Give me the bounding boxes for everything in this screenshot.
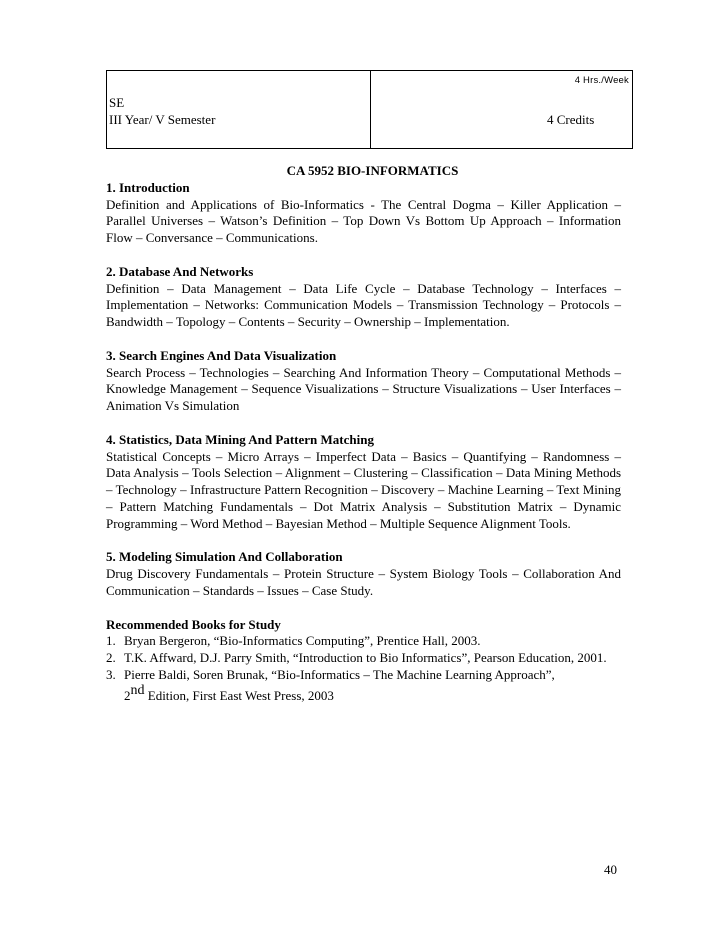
section-body: Search Process – Technologies – Searching And Information Theory – Computational Methods – Knowledge Management – Sequence Visualizations – Structure Visualizations – User Interfaces – Animation Vs Simulation bbox=[106, 364, 621, 414]
syllabus-section bbox=[106, 264, 621, 331]
book-edition bbox=[124, 682, 334, 705]
syllabus-section bbox=[106, 348, 621, 415]
header-right-cell bbox=[370, 71, 632, 149]
book-text: Pierre Baldi, Soren Brunak, “Bio-Informatics – The Machine Learning Approach”, bbox=[124, 666, 555, 682]
year-semester-label: III Year/ V Semester bbox=[109, 112, 216, 127]
section-title: 3. Search Engines And Data Visualization bbox=[106, 347, 337, 363]
edition-ordinal: nd bbox=[130, 682, 145, 698]
edition-number: 2 bbox=[124, 687, 131, 703]
section-title: 2. Database And Networks bbox=[106, 263, 254, 279]
header-left-cell bbox=[107, 71, 371, 149]
book-number: 1. bbox=[106, 633, 116, 649]
section-title: 1. Introduction bbox=[106, 179, 190, 195]
credits-label: 4 Credits bbox=[546, 112, 595, 127]
books-list bbox=[106, 633, 621, 704]
recommended-books bbox=[106, 617, 621, 705]
syllabus-section bbox=[106, 180, 621, 247]
books-title: Recommended Books for Study bbox=[106, 616, 281, 632]
course-header-table bbox=[106, 70, 633, 149]
hours-per-week: 4 Hrs./Week bbox=[574, 75, 629, 86]
book-item bbox=[106, 667, 621, 705]
edition-rest: Edition, First East West Press, 2003 bbox=[144, 687, 334, 703]
book-item bbox=[106, 633, 621, 650]
page-number: 40 bbox=[604, 862, 617, 877]
section-body: Definition and Applications of Bio-Informatics - The Central Dogma – Killer Application – Parallel Universes – Watson’s Definition – Top Down Vs Bottom Up Approach – Information Flow – Conversance – Communications. bbox=[106, 196, 621, 246]
book-item bbox=[106, 650, 621, 667]
section-title: 4. Statistics, Data Mining And Pattern Matching bbox=[106, 431, 374, 447]
section-title: 5. Modeling Simulation And Collaboration bbox=[106, 549, 343, 565]
course-title: CA 5952 BIO-INFORMATICS bbox=[286, 163, 459, 178]
book-number: 3. bbox=[106, 666, 116, 682]
section-body: Statistical Concepts – Micro Arrays – Imperfect Data – Basics – Quantifying – Randomness – Data Analysis – Tools Selection – Alignment – Clustering – Classification – Data Mining Methods – Technology – Infrastructure Pattern Recognition – Discovery – Machine Learning – Text Mining – Pattern Matching Fundamentals – Dot Matrix Analysis – Substitution Matrix – Dynamic Programming – Word Method – Bayesian Method – Multiple Sequence Alignment Tools. bbox=[106, 448, 621, 531]
section-body: Definition – Data Management – Data Life Cycle – Database Technology – Interfaces – Implementation – Networks: Communication Models – Transmission Technology – Protocols – Bandwidth – Topology – Contents – Security – Ownership – Implementation. bbox=[106, 280, 621, 330]
syllabus-section bbox=[106, 432, 621, 533]
programme-label: SE bbox=[109, 95, 125, 110]
book-number: 2. bbox=[106, 650, 116, 666]
section-body: Drug Discovery Fundamentals – Protein Structure – System Biology Tools – Collaboration And Communication – Standards – Issues – Case Study. bbox=[106, 566, 621, 598]
book-text: T.K. Affward, D.J. Parry Smith, “Introduction to Bio Informatics”, Pearson Education, 2001. bbox=[124, 650, 607, 666]
syllabus-content bbox=[106, 163, 621, 705]
syllabus-section bbox=[106, 549, 621, 599]
book-text: Bryan Bergeron, “Bio-Informatics Computing”, Prentice Hall, 2003. bbox=[124, 633, 481, 649]
